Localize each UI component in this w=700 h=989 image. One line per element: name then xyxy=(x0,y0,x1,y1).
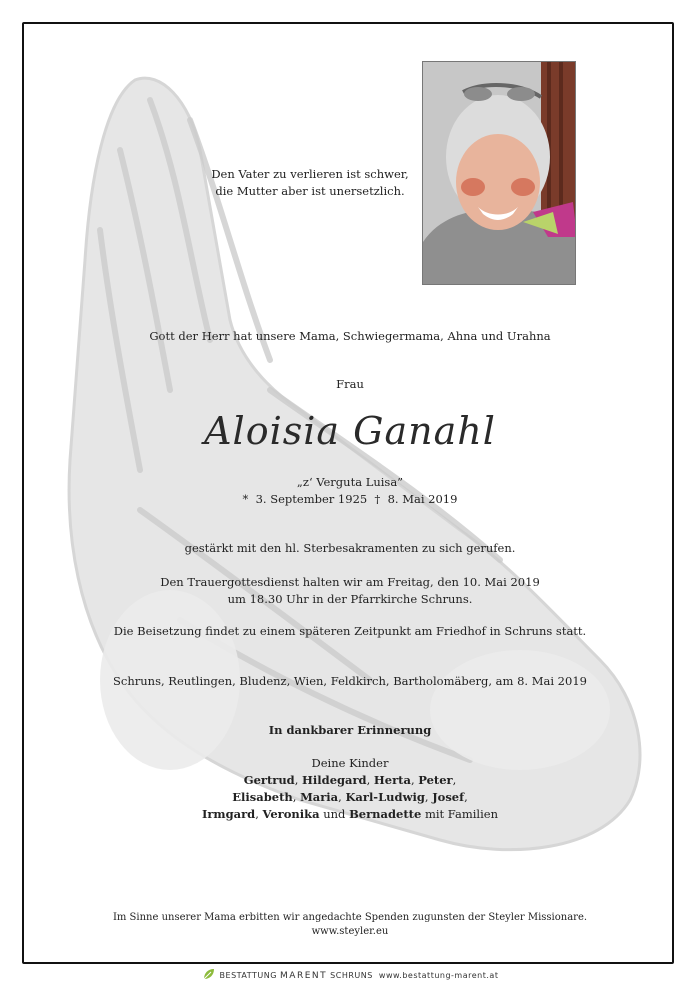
undertaker-footer xyxy=(0,968,700,981)
sacrament-text: gestärkt mit den hl. Sterbesakramenten zu sich gerufen. xyxy=(184,541,516,555)
child-name: Josef xyxy=(432,790,465,804)
places-and-date: Schruns, Reutlingen, Bludenz, Wien, Feldkirch, Bartholomäberg, am 8. Mai 2019 xyxy=(113,674,587,688)
children-line-3: Irmgard, Veronika und Bernadette mit Familien xyxy=(201,807,499,821)
child-name: Irmgard xyxy=(201,807,256,821)
service-line-1: Den Trauergottesdienst halten wir am Freitag, den 10. Mai 2019 xyxy=(160,575,540,589)
service-line-2: um 18.30 Uhr in der Pfarrkirche Schruns. xyxy=(227,592,473,606)
quote-line-1: Den Vater zu verlieren ist schwer, xyxy=(211,167,409,181)
donation-note xyxy=(0,911,700,939)
intro-text: Gott der Herr hat unsere Mama, Schwiegermama, Ahna und Urahna xyxy=(149,329,551,343)
child-name: Maria xyxy=(300,790,339,804)
children-heading: Deine Kinder xyxy=(311,756,389,770)
child-name: Veronika xyxy=(262,807,320,821)
donation-line-1: Im Sinne unserer Mama erbitten wir angedachte Spenden zugunsten der Steyler Missionare. xyxy=(112,912,588,923)
children-line-1: Gertrud, Hildegard, Herta, Peter, xyxy=(243,773,457,787)
death-date: 8. Mai 2019 xyxy=(387,492,458,506)
death-symbol: † xyxy=(374,492,381,506)
and-word: und xyxy=(323,807,346,821)
footer-company: BESTATTUNG xyxy=(219,971,277,980)
title-word: Frau xyxy=(336,377,364,391)
birth-date: 3. September 1925 xyxy=(255,492,368,506)
memorial-quote xyxy=(180,166,440,200)
funeral-service xyxy=(0,574,700,608)
children-list xyxy=(0,755,700,823)
burial-text: Die Beisetzung findet zu einem späteren Zeitpunkt am Friedhof in Schruns statt. xyxy=(113,624,587,638)
child-name: Bernadette xyxy=(349,807,422,821)
footer-town: SCHRUNS xyxy=(330,971,373,980)
footer-website[interactable]: www.bestattung-marent.at xyxy=(378,971,499,980)
child-name: Hildegard xyxy=(302,773,367,787)
quote-line-2: die Mutter aber ist unersetzlich. xyxy=(215,184,405,198)
children-line-2: Elisabeth, Maria, Karl-Ludwig, Josef, xyxy=(232,790,468,804)
birth-symbol: * xyxy=(242,492,249,506)
children-suffix: mit Familien xyxy=(424,807,499,821)
child-name: Peter xyxy=(418,773,453,787)
footer-brand: MARENT xyxy=(280,971,328,981)
life-dates xyxy=(0,491,700,508)
portrait-photo xyxy=(422,61,576,285)
child-name: Gertrud xyxy=(243,773,295,787)
child-name: Herta xyxy=(373,773,411,787)
deceased-name: Aloisia Ganahl xyxy=(204,409,496,453)
nickname: „z‘ Verguta Luisa” xyxy=(296,475,404,489)
leaf-logo-icon xyxy=(202,968,216,980)
donation-website[interactable]: www.steyler.eu xyxy=(311,926,389,937)
gratitude-heading: In dankbarer Erinnerung xyxy=(268,723,432,737)
child-name: Elisabeth xyxy=(232,790,293,804)
child-name: Karl-Ludwig xyxy=(345,790,425,804)
